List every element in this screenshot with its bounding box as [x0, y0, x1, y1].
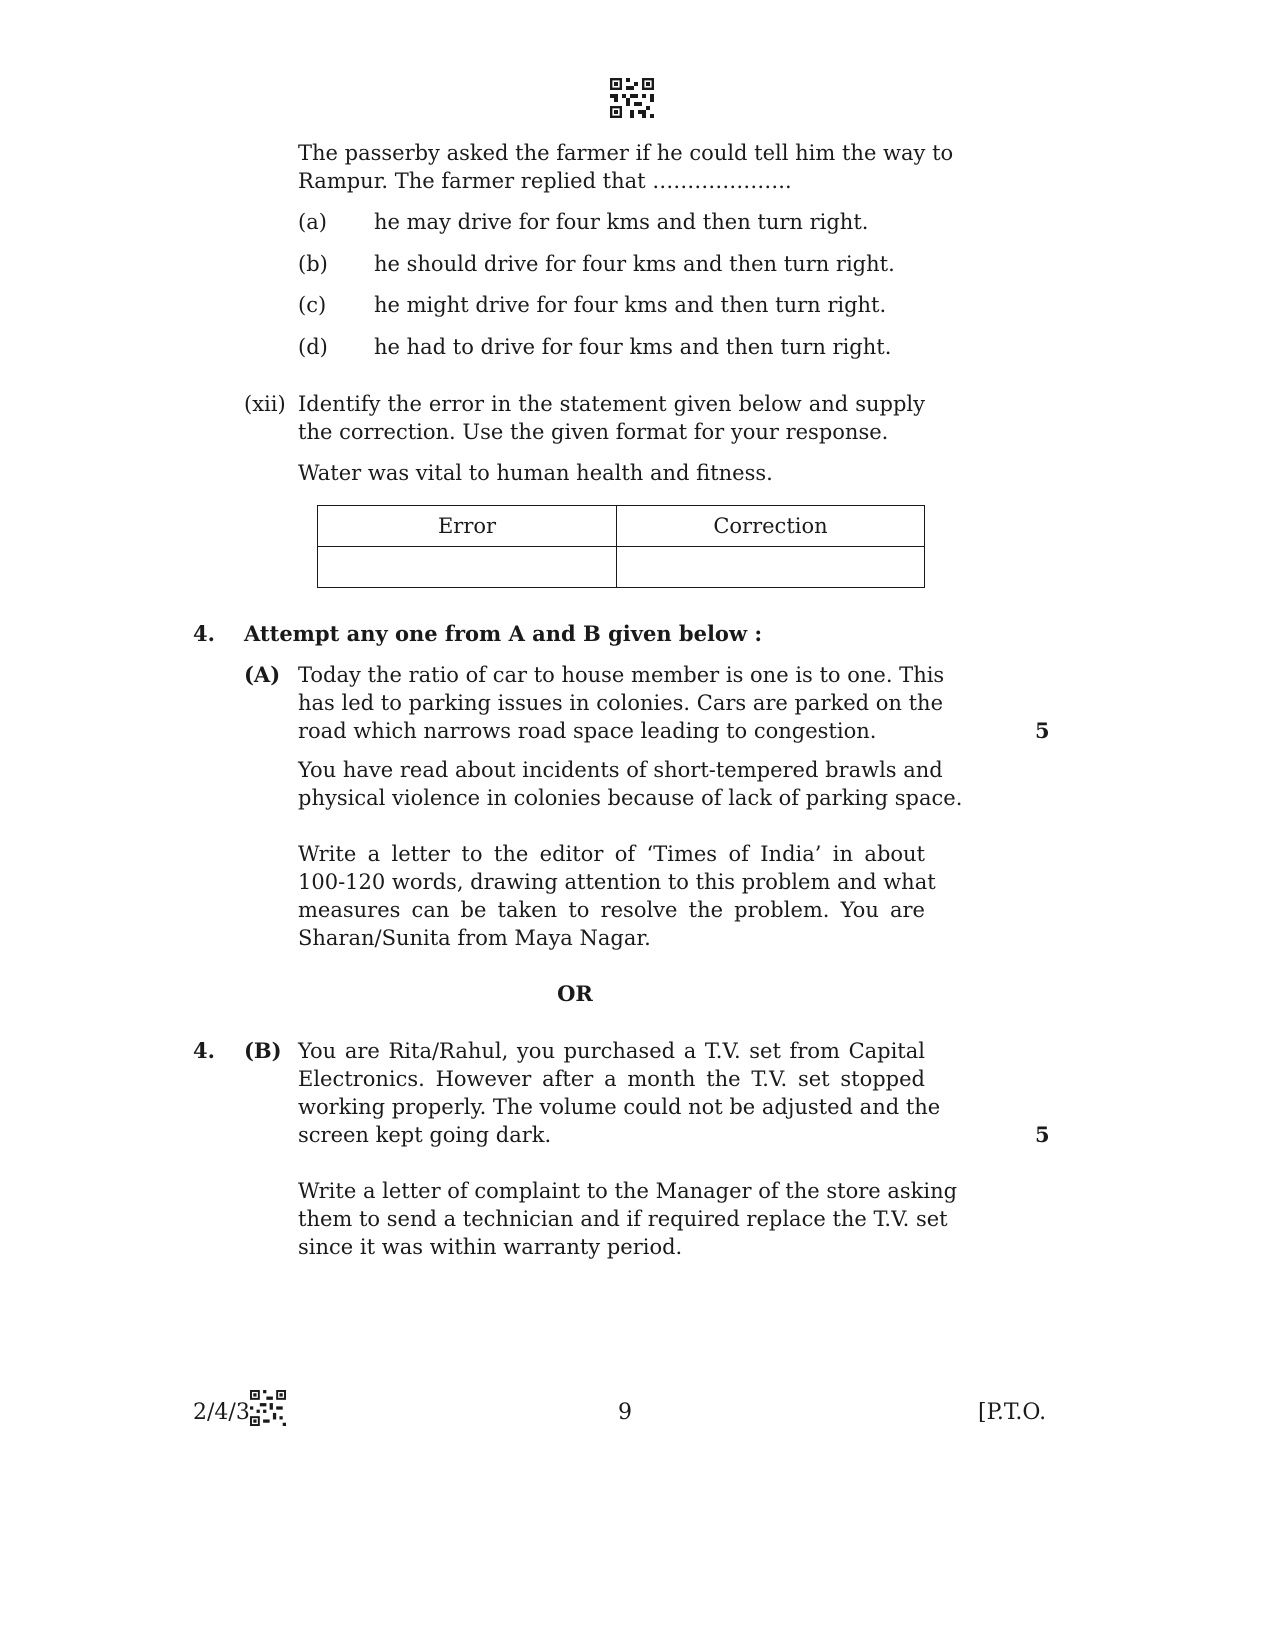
question-4b-text: screen kept going dark.	[298, 1123, 552, 1147]
error-correction-table	[317, 505, 925, 588]
option-label: (c)	[298, 293, 327, 317]
table-header-correction: Correction	[617, 506, 925, 547]
or-separator: OR	[557, 981, 593, 1006]
option-label: (d)	[298, 335, 328, 359]
question-4a-text: Write a letter to the editor of ‘Times of India’ in about	[298, 842, 925, 866]
question-4b-text: them to send a technician and if required replace the T.V. set	[298, 1207, 948, 1231]
correction-cell	[617, 547, 925, 588]
page-number: 9	[618, 1400, 632, 1425]
question-xii-statement: Water was vital to human health and fitness.	[298, 461, 773, 485]
question-4a-text: Today the ratio of car to house member is one is to one. This	[298, 663, 945, 687]
option-label: (b)	[298, 252, 328, 276]
table-header-error: Error	[318, 506, 617, 547]
qr-code-footer	[250, 1390, 286, 1426]
question-4a-text: road which narrows road space leading to congestion.	[298, 719, 877, 743]
question-4b-text: since it was within warranty period.	[298, 1235, 683, 1259]
question-4b-number: 4.	[193, 1038, 215, 1063]
question-4b-text: Write a letter of complaint to the Manager of the store asking	[298, 1179, 958, 1203]
question-4a-text: Sharan/Sunita from Maya Nagar.	[298, 926, 651, 950]
error-cell	[318, 547, 617, 588]
table-header-row	[318, 506, 925, 547]
question-4b-text: Electronics. However after a month the T.V. set stopped	[298, 1067, 925, 1091]
option-label: (a)	[298, 210, 327, 234]
option-text: he had to drive for four kms and then turn right.	[374, 335, 892, 359]
question-4-number: 4.	[193, 621, 215, 646]
option-text: he should drive for four kms and then turn right.	[374, 252, 895, 276]
paper-code: 2/4/3	[193, 1400, 250, 1425]
question-4a-text: You have read about incidents of short-tempered brawls and	[298, 758, 943, 782]
question-xii-line: Identify the error in the statement given below and supply	[298, 392, 925, 416]
stem-line: The passerby asked the farmer if he could tell him the way to	[298, 141, 954, 165]
question-4a-text: has led to parking issues in colonies. Cars are parked on the	[298, 691, 944, 715]
question-4b-text: You are Rita/Rahul, you purchased a T.V. set from Capital	[298, 1039, 925, 1063]
question-4a-marks: 5	[1035, 718, 1050, 743]
question-xii-label: (xii)	[244, 392, 286, 416]
option-text: he might drive for four kms and then turn right.	[374, 293, 887, 317]
question-4-heading: Attempt any one from A and B given below :	[244, 621, 763, 646]
question-4b-marks: 5	[1035, 1122, 1050, 1147]
question-xii-line: the correction. Use the given format for your response.	[298, 420, 889, 444]
please-turn-over: [P.T.O.	[978, 1400, 1047, 1425]
stem-line: Rampur. The farmer replied that ………………..	[298, 169, 792, 193]
question-4b-text: working properly. The volume could not be adjusted and the	[298, 1095, 941, 1119]
question-4b-label: (B)	[244, 1038, 282, 1063]
qr-code-top	[610, 78, 654, 118]
question-4a-label: (A)	[244, 662, 281, 687]
question-4a-text: physical violence in colonies because of lack of parking space.	[298, 786, 963, 810]
option-text: he may drive for four kms and then turn right.	[374, 210, 869, 234]
question-4a-text: 100-120 words, drawing attention to this problem and what	[298, 870, 936, 894]
table-row	[318, 547, 925, 588]
question-4a-text: measures can be taken to resolve the problem. You are	[298, 898, 925, 922]
